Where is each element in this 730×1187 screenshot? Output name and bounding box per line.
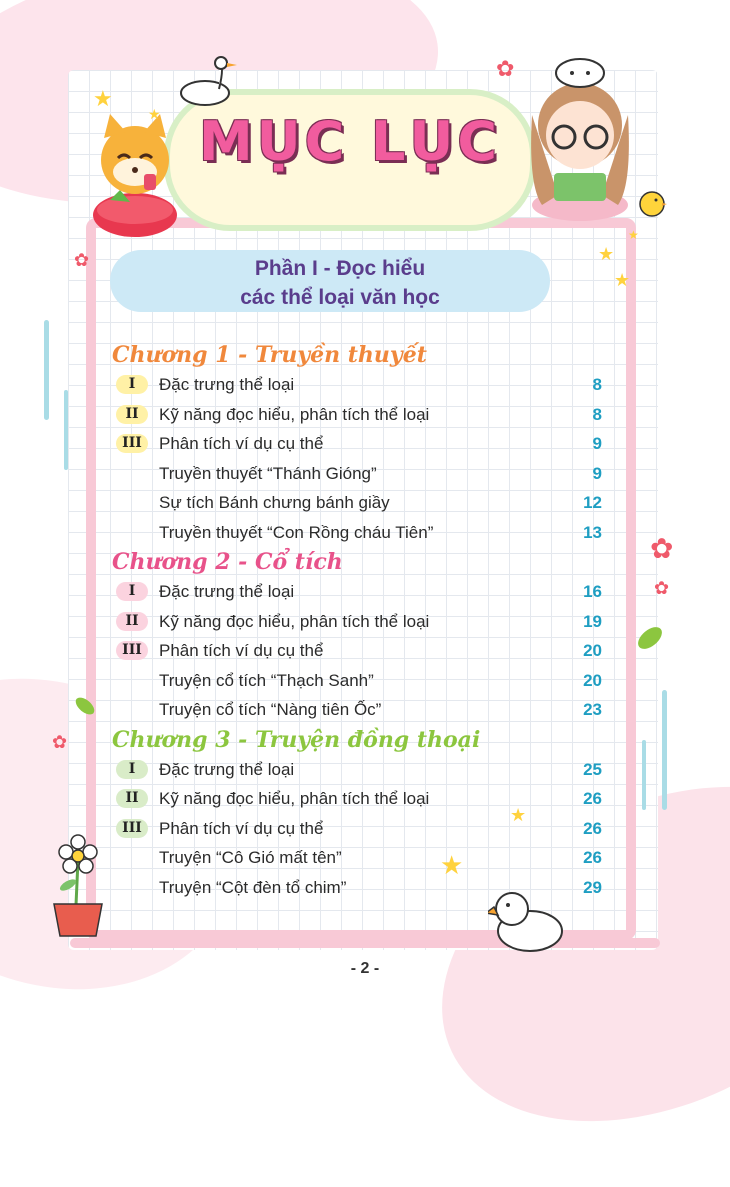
toc-entry[interactable] (112, 873, 612, 903)
toc-entry-title: Phân tích ví dụ cụ thể (159, 434, 324, 453)
decor-line (642, 740, 646, 810)
toc-entry-page: 25 (583, 759, 602, 779)
part-title-line2: các thể loại văn học (240, 286, 440, 309)
decor-line (662, 690, 667, 810)
chapter-2-heading: Chương 2 - Cổ tích (112, 549, 343, 575)
toc-entry-page: 13 (583, 522, 602, 542)
toc-entry[interactable] (112, 488, 612, 518)
decor-line (64, 390, 68, 470)
toc-entry-page: 19 (583, 611, 602, 631)
flower-icon: ✿ (496, 56, 515, 81)
decor-line (44, 320, 49, 420)
toc-entry-title: Đặc trưng thể loại (159, 375, 295, 394)
toc-entry[interactable] (112, 400, 612, 430)
roman-badge: II (116, 789, 148, 808)
toc-entry-title: Truyện cổ tích “Thạch Sanh” (159, 670, 374, 690)
table-of-contents (112, 340, 612, 902)
toc-entry[interactable] (112, 577, 612, 607)
roman-badge: I (116, 760, 148, 779)
star-icon: ★ (510, 805, 527, 825)
girl-reading-icon (520, 45, 640, 225)
toc-entry-page: 9 (592, 434, 602, 453)
toc-entry-title: Truyện “Cột đèn tổ chim” (159, 877, 347, 897)
toc-entry-page: 8 (592, 375, 602, 394)
star-icon: ★ (614, 270, 631, 290)
chapter-1-heading: Chương 1 - Truyền thuyết (112, 342, 427, 368)
toc-entry[interactable] (112, 518, 612, 548)
flower-icon: ✿ (74, 250, 90, 270)
toc-entry-page: 26 (583, 818, 602, 838)
toc-entry[interactable] (112, 636, 612, 666)
toc-entry[interactable] (112, 459, 612, 489)
toc-entry[interactable] (112, 784, 612, 814)
roman-badge: III (116, 641, 148, 660)
roman-badge: III (116, 819, 148, 838)
star-icon: ★ (598, 244, 615, 264)
fox-mascot-icon (80, 110, 190, 240)
toc-entry-title: Đặc trưng thể loại (159, 582, 295, 601)
toc-entry-title: Truyện cổ tích “Nàng tiên Ốc” (159, 700, 382, 719)
chapter-3-heading: Chương 3 - Truyện đồng thoại (112, 726, 481, 753)
roman-badge: III (116, 434, 148, 453)
chick-icon (636, 186, 668, 218)
toc-entry-page: 29 (583, 877, 602, 897)
toc-entry-title: Kỹ năng đọc hiểu, phân tích thể loại (159, 404, 430, 424)
roman-badge: I (116, 375, 148, 394)
toc-entry-page: 20 (583, 641, 602, 660)
toc-entry[interactable] (112, 370, 612, 400)
toc-entry[interactable] (112, 429, 612, 459)
toc-entry[interactable] (112, 695, 612, 725)
toc-entry-page: 23 (583, 700, 602, 719)
part-banner (110, 254, 570, 312)
page-number: - 2 - (350, 960, 380, 977)
toc-entry-page: 8 (592, 404, 602, 424)
toc-entry-title: Truyền thuyết “Con Rồng cháu Tiên” (159, 522, 434, 542)
toc-entry[interactable] (112, 607, 612, 637)
star-icon: ★ (628, 228, 639, 242)
toc-entry-page: 26 (583, 789, 602, 808)
page-frame-bottom (70, 938, 660, 948)
toc-entry-title: Phân tích ví dụ cụ thể (159, 818, 324, 838)
toc-entry-title: Truyện “Cô Gió mất tên” (159, 848, 342, 867)
toc-entry-title: Kỹ năng đọc hiểu, phân tích thể loại (159, 611, 430, 631)
toc-entry-page: 9 (592, 463, 602, 483)
toc-entry-page: 12 (583, 493, 602, 512)
toc-entry[interactable] (112, 814, 612, 844)
star-icon: ★ (440, 850, 464, 880)
toc-entry[interactable] (112, 666, 612, 696)
star-icon: ★ (93, 86, 113, 111)
flower-icon: ✿ (52, 732, 68, 752)
toc-entry-title: Truyền thuyết “Thánh Gióng” (159, 463, 377, 483)
toc-entry-title: Sự tích Bánh chưng bánh giầy (159, 493, 390, 512)
goose-icon (175, 55, 245, 110)
toc-entry-page: 16 (583, 582, 602, 601)
roman-badge: II (116, 405, 148, 424)
flower-icon: ✿ (654, 578, 670, 598)
toc-entry-page: 26 (583, 848, 602, 867)
star-icon: ★ (148, 106, 161, 122)
toc-entry-page: 20 (583, 670, 602, 690)
flower-pot-icon (46, 830, 106, 940)
toc-entry[interactable] (112, 755, 612, 785)
part-title-line1: Phần I - Đọc hiểu (254, 257, 426, 280)
toc-entry[interactable] (112, 843, 612, 873)
page-title: MỤC LỤC (199, 110, 501, 173)
roman-badge: I (116, 582, 148, 601)
flower-icon: ✿ (650, 533, 674, 564)
roman-badge: II (116, 612, 148, 631)
toc-entry-title: Đặc trưng thể loại (159, 759, 295, 779)
toc-entry-title: Phân tích ví dụ cụ thể (159, 641, 324, 660)
toc-entry-title: Kỹ năng đọc hiểu, phân tích thể loại (159, 789, 430, 808)
